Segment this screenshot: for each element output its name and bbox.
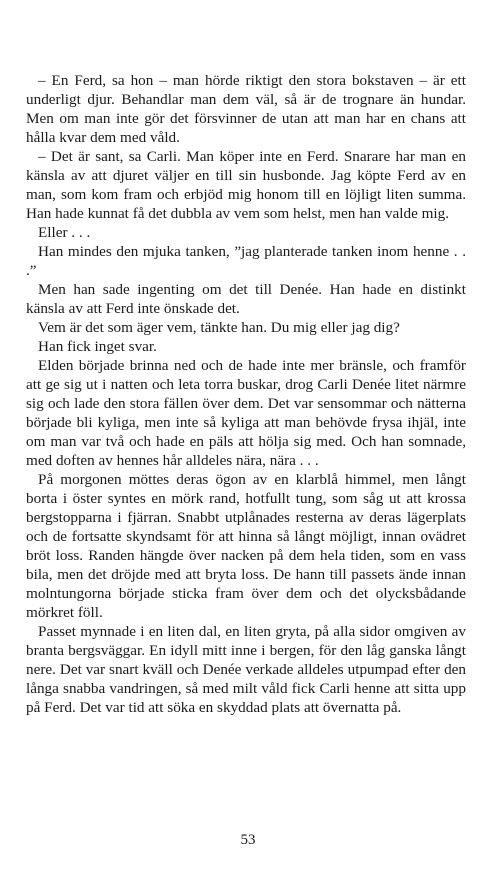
body-text — [26, 71, 466, 717]
paragraph: Men han sade ingenting om det till Denée. Han hade en distinkt känsla av att Ferd inte önskade det. — [26, 281, 466, 317]
paragraph: Vem är det som äger vem, tänkte han. Du mig eller jag dig? — [38, 319, 400, 336]
paragraph: Han mindes den mjuka tanken, ”jag planterade tanken inom henne . . .” — [26, 243, 466, 279]
paragraph: Eller . . . — [38, 224, 91, 241]
paragraph: Elden började brinna ned och de hade inte mer bränsle, och framför att ge sig ut i natten och leta torra buskar, drog Carli Denée litet närmre sig och lade den stora fällen över dem. Det var sensommar och nätterna började bli kyliga, men inte så kyliga att man behövde frysa ihjäl, inte om man var två och hade en päls att hölja sig med. Och han somnade, med doften av hennes hår alldeles nära, nära . . . — [26, 357, 466, 469]
paragraph: Han fick inget svar. — [38, 338, 157, 355]
paragraph: Passet mynnade i en liten dal, en liten gryta, på alla sidor omgiven av branta bergsväggar. En idyll mitt inne i bergen, för den låg ganska långt nere. Det var snart kväll och Denée verkade alldeles utpumpad efter den långa snabba vandringen, så med milt våld fick Carli henne att sitta upp på Ferd. Det var tid att söka en skyddad plats att övernatta på. — [26, 623, 466, 716]
page-number: 53 — [240, 832, 256, 848]
paragraph: – Det är sant, sa Carli. Man köper inte en Ferd. Snarare har man en känsla av att djuret väljer en till sin husbonde. Jag köpte Ferd av en man, som kom fram och erbjöd mig honom till en löjligt liten summa. Han hade kunnat få det dubbla av vem som helst, men han valde mig. — [26, 148, 466, 222]
paragraph: På morgonen möttes deras ögon av en klarblå himmel, men långt borta i öster syntes en mörk rand, hotfullt tung, som såg ut att krossa bergstopparna i fjärran. Snabbt utplånades resterna av deras lägerplats och de fortsatte skyndsamt för att hinna så långt möjligt, innan ovädret bröt loss. Randen hängde över nacken på dem hela tiden, som en vass bila, men det dröjde med att bryta loss. De hann till passets ände innan molntungorna började sticka fram över dem och det olycksbådande mörkret föll. — [26, 471, 466, 621]
paragraph: – En Ferd, sa hon – man hörde riktigt den stora bokstaven – är ett underligt djur. Behandlar man dem väl, så är de trognare än hundar. Men om man inte gör det försvinner de utan att man har en chans att hålla kvar dem med våld. — [26, 72, 466, 146]
